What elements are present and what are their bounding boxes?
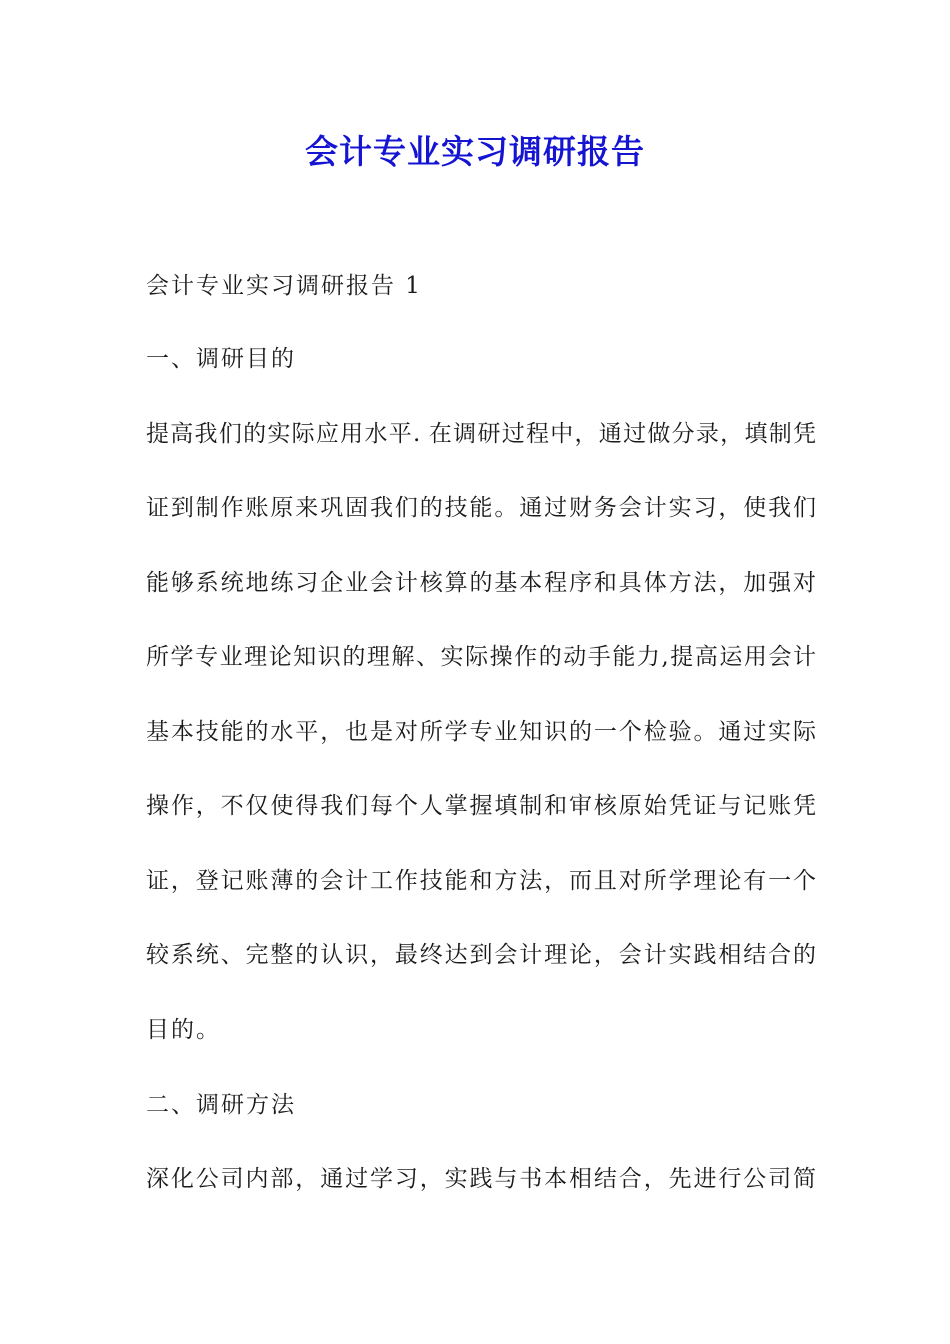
paragraph-line: 基本技能的水平，也是对所学专业知识的一个检验。通过实际 <box>146 719 816 745</box>
paragraph-line: 提高我们的实际应用水平. 在调研过程中，通过做分录，填制凭 <box>146 421 816 447</box>
section-heading-method: 二、调研方法 <box>146 1092 296 1118</box>
paragraph-line: 证到制作账原来巩固我们的技能。通过财务会计实习，使我们 <box>146 495 816 521</box>
paragraph-line: 操作，不仅使得我们每个人掌握填制和审核原始凭证与记账凭 <box>146 793 816 819</box>
section-heading-purpose: 一、调研目的 <box>146 346 296 372</box>
paragraph-line: 证，登记账薄的会计工作技能和方法，而且对所学理论有一个 <box>146 868 816 894</box>
paragraph-line: 能够系统地练习企业会计核算的基本程序和具体方法，加强对 <box>146 570 816 596</box>
report-subtitle: 会计专业实习调研报告 1 <box>146 273 422 299</box>
document-title: 会计专业实习调研报告 <box>305 132 645 171</box>
paragraph-line: 目的。 <box>146 1017 221 1043</box>
paragraph-line: 深化公司内部，通过学习，实践与书本相结合，先进行公司简 <box>146 1166 816 1192</box>
paragraph-line: 所学专业理论知识的理解、实际操作的动手能力,提高运用会计 <box>146 644 816 670</box>
paragraph-line: 较系统、完整的认识，最终达到会计理论，会计实践相结合的 <box>146 942 816 968</box>
